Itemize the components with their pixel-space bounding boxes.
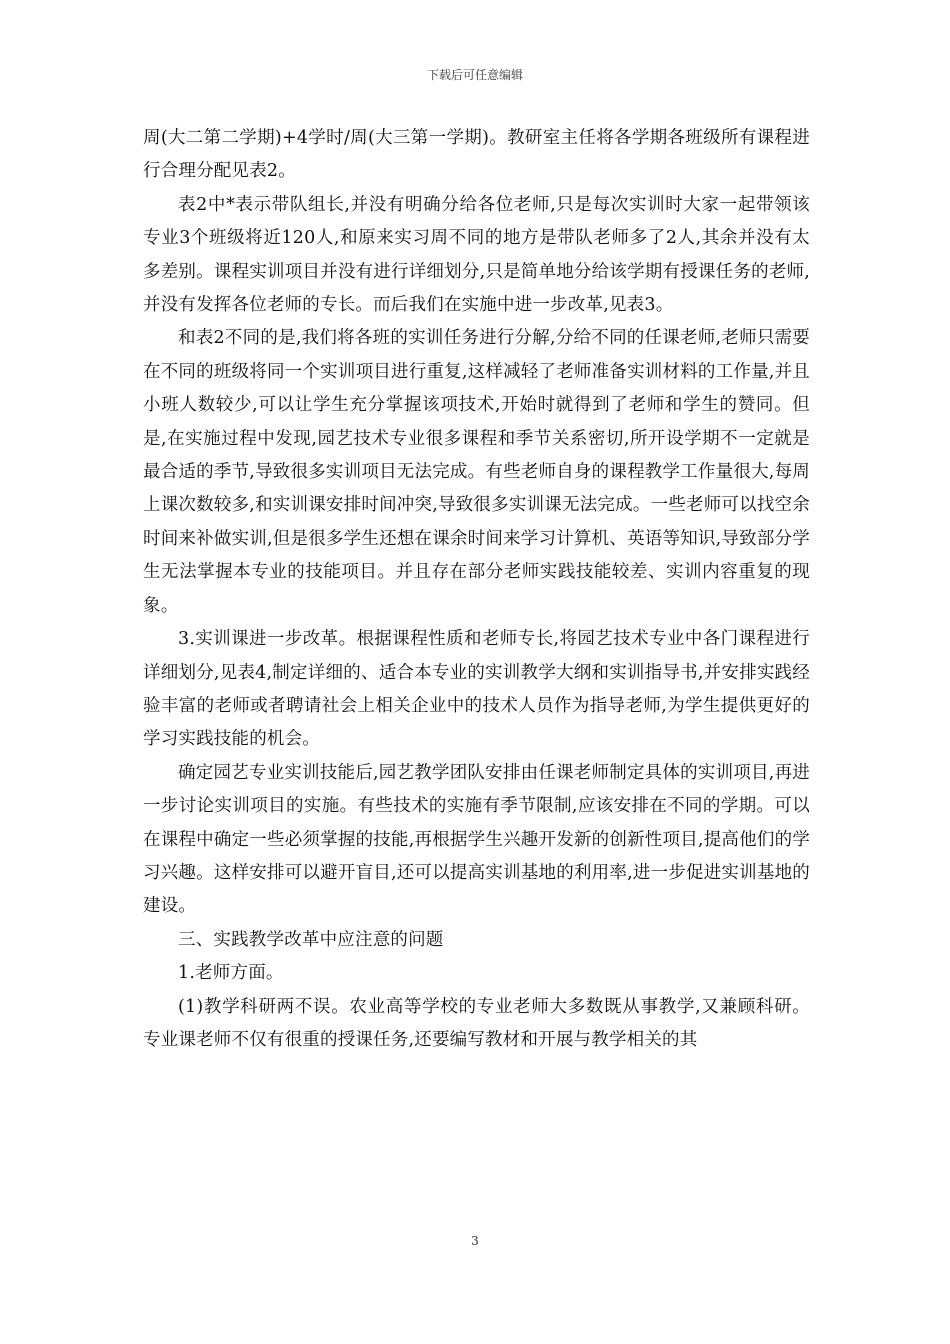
paragraph: 和表2不同的是,我们将各班的实训任务进行分解,分给不同的任课老师,老师只需要在不同的班级将同一个实训项目进行重复,这样减轻了老师准备实训材料的工作量,并且小班人数较少,可以让学生充分掌握该项技术,开始时就得到了老师和学生的赞同。但是,在实施过程中发现,园艺技术专业很多课程和季节关系密切,所开设学期不一定就是最合适的季节,导致很多实训项目无法完成。有些老师自身的课程教学工作量很大,每周上课次数较多,和实训课安排时间冲突,导致很多实训课无法完成。一些老师可以找空余时间来补做实训,但是很多学生还想在课余时间来学习计算机、英语等知识,导致部分学生无法掌握本专业的技能项目。并且存在部分老师实践技能较差、实训内容重复的现象。 [143, 328, 810, 616]
section-heading: 三、实践教学改革中应注意的问题 [178, 929, 444, 950]
paragraph: 周(大二第二学期)+4学时/周(大三第一学期)。教研室主任将各学期各班级所有课程进行合理分配见表2。 [143, 128, 810, 182]
page-number: 3 [471, 1234, 479, 1248]
subsection-heading: 1.老师方面。 [178, 963, 284, 984]
paragraph: 3.实训课进一步改革。根据课程性质和老师专长,将园艺技术专业中各门课程进行详细划分,见表4,制定详细的、适合本专业的实训教学大纲和实训指导书,并安排实践经验丰富的老师或者聘请社会上相关企业中的技术人员作为指导老师,为学生提供更好的学习实践技能的机会。 [143, 629, 810, 750]
paragraph: (1)教学科研两不误。农业高等学校的专业老师大多数既从事教学,又兼顾科研。专业课老师不仅有很重的授课任务,还要编写教材和开展与教学相关的其 [143, 996, 810, 1050]
paragraph: 确定园艺专业实训技能后,园艺教学团队安排由任课老师制定具体的实训项目,再进一步讨论实训项目的实施。有些技术的实施有季节限制,应该安排在不同的学期。可以在课程中确定一些必须掌握的技能,再根据学生兴趣开发新的创新性项目,提高他们的学习兴趣。这样安排可以避开盲目,还可以提高实训基地的利用率,进一步促进实训基地的建设。 [143, 762, 810, 917]
page-header-note: 下载后可任意编辑 [426, 68, 523, 82]
paragraph: 表2中*表示带队组长,并没有明确分给各位老师,只是每次实训时大家一起带领该专业3个班级将近120人,和原来实习周不同的地方是带队老师多了2人,其余并没有太多差别。课程实训项目并没有进行详细划分,只是简单地分给该学期有授课任务的老师,并没有发挥各位老师的专长。而后我们在实施中进一步改革,见表3。 [143, 194, 810, 316]
document-body [143, 122, 810, 1057]
